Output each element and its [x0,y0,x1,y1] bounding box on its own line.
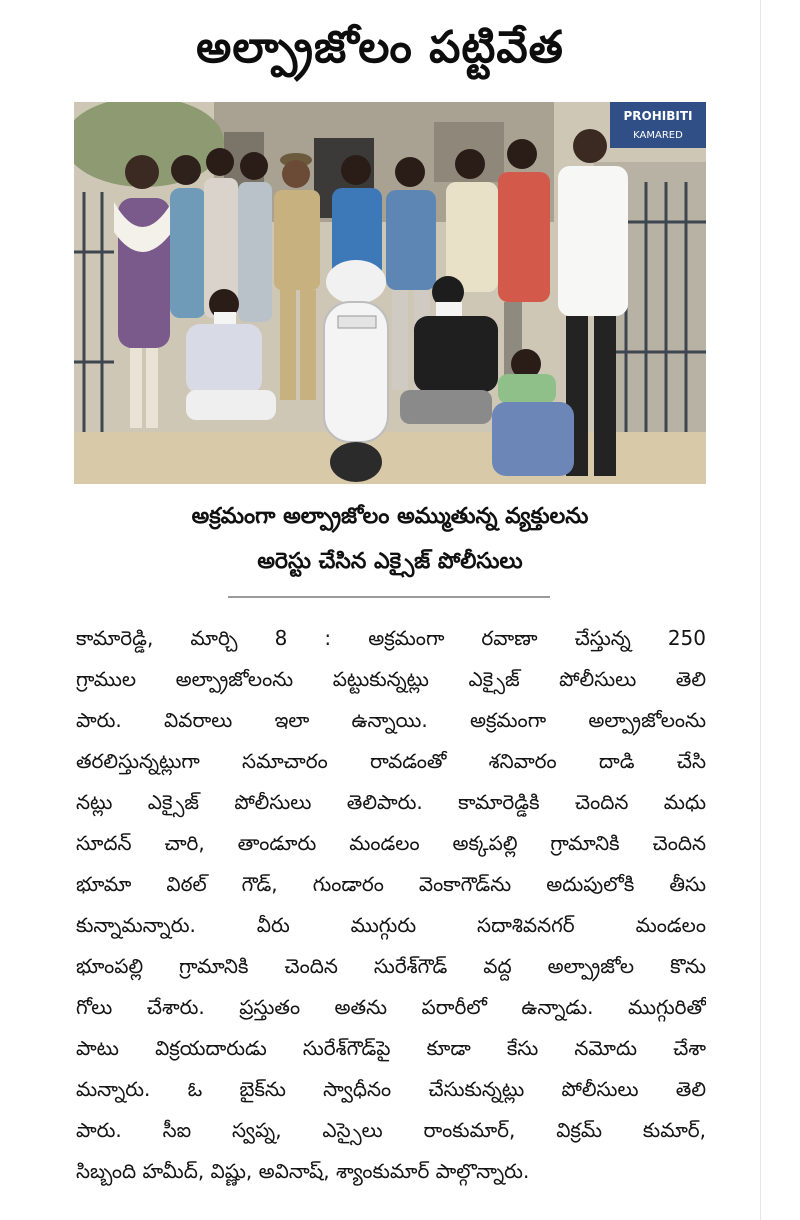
photo-caption-line-1: అక్రమంగా అల్ప్రాజోలం అమ్ముతున్న వ్యక్తులను [191,504,589,529]
body-line: పారు. సీఐ స్వప్న, ఎస్సైలు రాంకుమార్, విక్రమ్ కుమార్, [76,1118,706,1142]
body-line: భూమా విఠల్ గౌడ్, గుండారం వెంకాగౌడ్‌ను అదుపులోకి తీసు [76,872,706,896]
body-line: పాటు విక్రయదారుడు సురేశ్‌గౌడ్‌పై కూడా కేసు నమోదు చేశా [76,1036,706,1060]
caption-divider [228,596,550,598]
article-body [76,618,706,1192]
body-line: గ్రాముల అల్ప్రాజోలంను పట్టుకున్నట్లు ఎక్సైజ్ పోలీసులు తెలి [76,667,706,691]
page-edge [760,0,800,1220]
news-photo-illustration [74,102,706,484]
sign-text: PROHIBITI [623,109,693,123]
body-line: కున్నామన్నారు. వీరు ముగ్గురు సదాశివనగర్ మండలం [76,913,706,937]
body-line: భూంపల్లి గ్రామానికి చెందిన సురేశ్‌గౌడ్ వద్ద అల్ప్రాజోల కొను [76,954,706,978]
body-line: సూదన్ చారి, తాండూరు మండలం అక్కపల్లి గ్రామానికి చెందిన [76,831,706,855]
body-line: నట్లు ఎక్సైజ్ పోలీసులు తెలిపారు. కామారెడ్డికి చెందిన మధు [76,790,706,814]
news-photo [74,102,706,484]
article-headline: అల్ప్రాజోలం పట్టివేత [196,22,564,73]
photo-caption-line-2: అరెస్టు చేసిన ఎక్సైజ్ పోలీసులు [257,549,523,574]
sign-subtext: KAMARED [633,130,683,141]
body-line: గోలు చేశారు. ప్రస్తుతం అతను పరారీలో ఉన్నాడు. ముగ్గురితో [76,995,706,1019]
body-line: కామారెడ్డి, మార్చి 8 : అక్రమంగా రవాణా చేస్తున్న 250 [76,626,706,650]
body-line: పారు. వివరాలు ఇలా ఉన్నాయి. అక్రమంగా అల్ప్రాజోలంను [76,708,706,732]
body-line: మన్నారు. ఓ బైక్‌ను స్వాధీనం చేసుకున్నట్లు పోలీసులు తెలి [76,1077,706,1101]
body-line: సిబ్బంది హమీద్, విష్ణు, అవినాష్, శ్యాంకుమార్ పాల్గొన్నారు. [76,1159,530,1183]
body-line: తరలిస్తున్నట్లుగా సమాచారం రావడంతో శనివారం దాడి చేసి [76,749,706,773]
